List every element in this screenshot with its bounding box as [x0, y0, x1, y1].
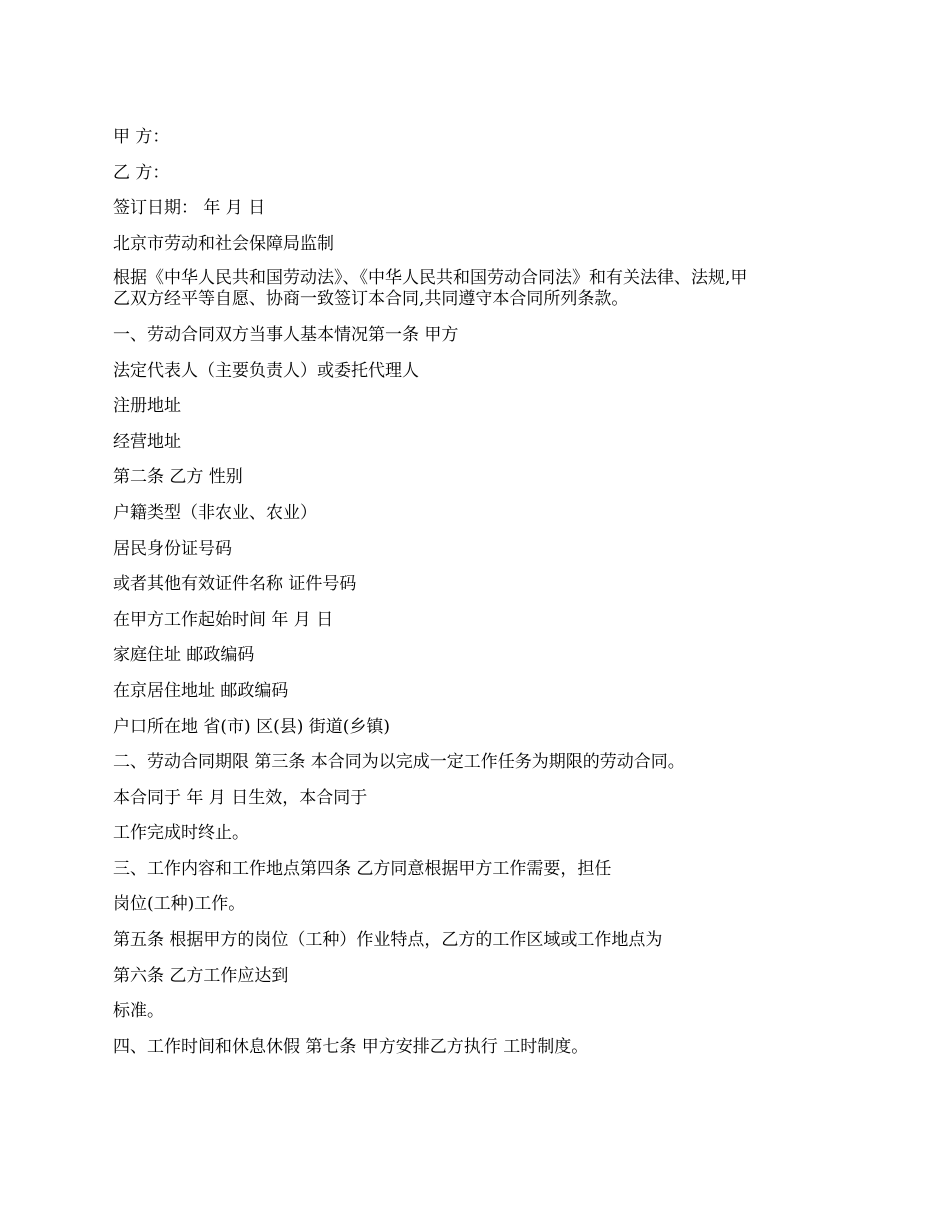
body-line: 法定代表人（主要负责人）或委托代理人	[113, 360, 419, 381]
supervisor-line: 北京市劳动和社会保障局监制	[113, 233, 334, 254]
body-line: 在甲方工作起始时间 年 月 日	[113, 609, 334, 630]
signing-date-line: 签订日期： 年 月 日	[113, 198, 266, 219]
body-line: 标准。	[113, 1001, 164, 1022]
body-line: 本合同于 年 月 日生效，本合同于	[113, 787, 368, 808]
body-line: 居民身份证号码	[113, 538, 232, 559]
preamble-paragraph	[113, 268, 833, 310]
body-line: 注册地址	[113, 396, 181, 417]
party-a-line: 甲 方：	[113, 127, 170, 147]
section-3-heading: 三、工作内容和工作地点第四条 乙方同意根据甲方工作需要，担任	[113, 858, 612, 879]
preamble-line: 乙双方经平等自愿、协商一致签订本合同,共同遵守本合同所列条款。	[113, 289, 629, 310]
party-b-line: 乙 方：	[113, 162, 170, 183]
body-line: 经营地址	[113, 431, 181, 452]
body-line: 户口所在地 省(市) 区(县) 街道(乡镇)	[113, 716, 391, 737]
section-4-heading: 四、工作时间和休息休假 第七条 甲方安排乙方执行 工时制度。	[113, 1036, 589, 1057]
body-line: 在京居住地址 邮政编码	[113, 680, 289, 701]
document-content	[113, 126, 833, 1071]
body-line: 岗位(工种)工作。	[113, 894, 246, 915]
body-line: 第二条 乙方 性别	[113, 467, 243, 488]
section-1-heading: 一、劳动合同双方当事人基本情况第一条 甲方	[113, 324, 459, 345]
section-2-heading: 二、劳动合同期限 第三条 本合同为以完成一定工作任务为期限的劳动合同。	[113, 752, 685, 773]
preamble-line: 根据《中华人民共和国劳动法》、《中华人民共和国劳动合同法》和有关法律、法规,甲	[113, 268, 748, 289]
body-line: 或者其他有效证件名称 证件号码	[113, 574, 357, 595]
body-line: 户籍类型（非农业、农业）	[113, 502, 317, 523]
body-line: 工作完成时终止。	[113, 823, 249, 844]
body-line: 家庭住址 邮政编码	[113, 645, 255, 666]
body-line: 第五条 根据甲方的岗位（工种）作业特点，乙方的工作区域或工作地点为	[113, 930, 663, 951]
body-line: 第六条 乙方工作应达到	[113, 965, 289, 986]
